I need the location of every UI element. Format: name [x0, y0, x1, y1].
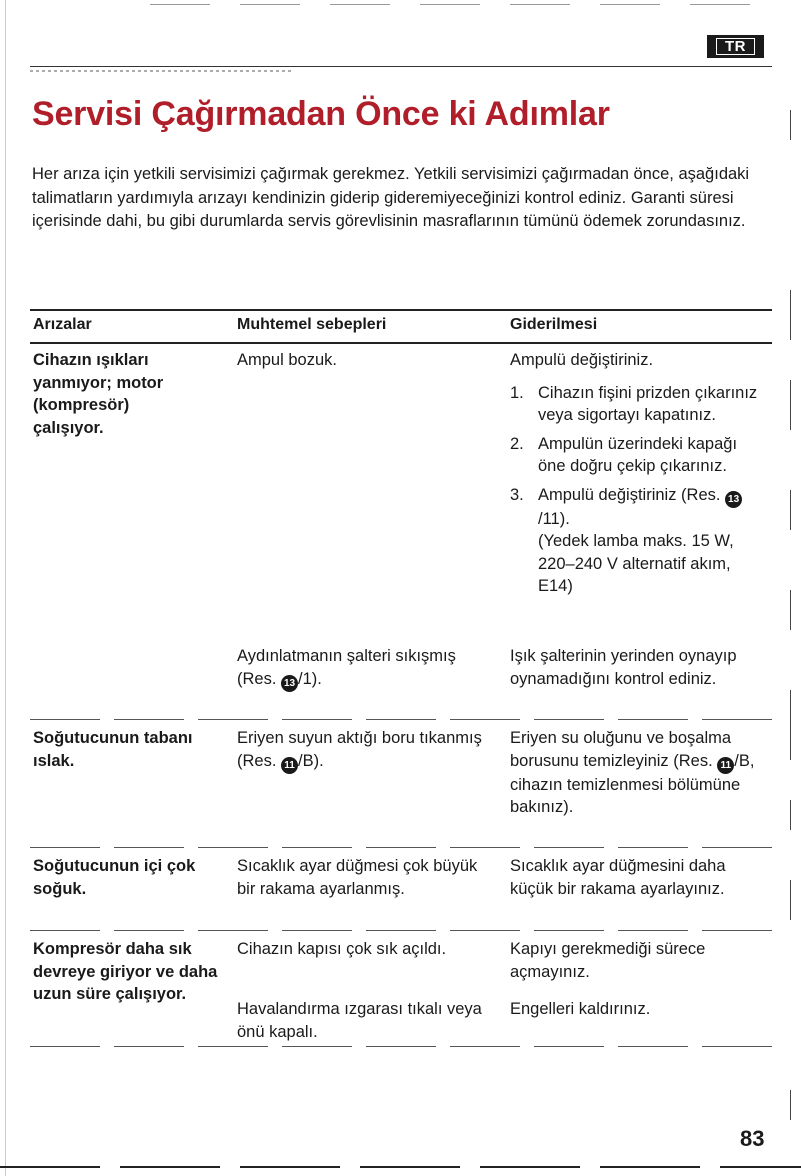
row4-cause-1: Cihazın kapısı çok sık açıldı.: [237, 940, 447, 958]
row1-cause-2-suffix: /1).: [298, 669, 322, 688]
row2-remedy: [510, 727, 760, 819]
step-2-number: 2.: [510, 434, 524, 453]
row3-problem: Soğutucunun içi çok soğuk.: [33, 857, 196, 898]
table-header-rule: [30, 342, 772, 344]
step-3-number: 3.: [510, 485, 524, 504]
row1-remedy-1: [510, 349, 760, 600]
row1-cause-1: Ampul bozuk.: [237, 351, 337, 369]
figure-ref-icon: 11: [281, 757, 298, 774]
row3-remedy: Sıcaklık ayar düğmesini daha küçük bir rakama ayarlayınız.: [510, 857, 726, 898]
header-remedy: Giderilmesi: [510, 316, 598, 333]
row1-problem: Cihazın ışıkları yanmıyor; motor (kompresör) çalışıyor.: [33, 351, 164, 437]
language-badge: [707, 35, 764, 58]
row2-cause-suffix: /B).: [298, 751, 324, 770]
step-2: [510, 433, 760, 478]
table-top-rule: [30, 309, 772, 311]
top-dash-rule: [150, 4, 770, 5]
step-1-text: Cihazın fişini prizden çıkarınız veya sigortayı kapatınız.: [538, 383, 758, 424]
row-separator: [30, 1046, 772, 1047]
step-3-text-a: Ampulü değiştiriniz (Res.: [538, 485, 726, 504]
row3-cause: Sıcaklık ayar düğmesi çok büyük bir rakama ayarlanmış.: [237, 857, 478, 898]
row4-cause-2: Havalandırma ızgarası tıkalı veya önü kapalı.: [237, 1000, 482, 1041]
language-badge-label: TR: [716, 38, 755, 55]
step-1-number: 1.: [510, 383, 524, 402]
step-1: [510, 382, 760, 427]
row1-cause-2: [237, 645, 487, 692]
figure-ref-icon: 11: [717, 757, 734, 774]
figure-ref-icon: 13: [725, 491, 742, 508]
page-title: Servisi Çağırmadan Önce ki Adımlar: [32, 95, 610, 133]
row2-cause-text: Eriyen suyun aktığı boru tıkanmış (Res.: [237, 729, 482, 770]
row-separator: [30, 847, 772, 848]
intro-paragraph: Her arıza için yetkili servisimizi çağırmak gerekmez. Yetkili servisimizi çağırmadan önce, aşağıdaki talimatların yardımıyla arızayı kendinizin giderip gideremiyeceğinizi kontrol ediniz. Garanti süresi içerisinde dahi, bu gibi durumlarda servis görevlisinin masraflarının tümünü ödemek zorundasınız.: [32, 165, 750, 230]
header-problem: Arızalar: [33, 316, 92, 333]
row4-remedy-2: Engelleri kaldırınız.: [510, 1000, 651, 1018]
row2-remedy-text: Eriyen su oluğunu ve boşalma borusunu temizleyiniz (Res.: [510, 729, 732, 770]
header-smudge: [30, 70, 292, 72]
row1-remedy-intro: Ampulü değiştiriniz.: [510, 351, 654, 369]
header-cause: Muhtemel sebepleri: [237, 316, 387, 333]
remedy-steps: [510, 382, 760, 598]
row4-remedy-1: Kapıyı gerekmediği sürece açmayınız.: [510, 940, 706, 981]
figure-ref-icon: 13: [281, 675, 298, 692]
bottom-rule: [0, 1166, 801, 1168]
row1-cause-2-text: Aydınlatmanın şalteri sıkışmış (Res.: [237, 647, 456, 688]
row2-problem: Soğutucunun tabanı ıslak.: [33, 729, 193, 770]
step-3-note: (Yedek lamba maks. 15 W, 220–240 V alternatif akım, E14): [538, 532, 734, 595]
scan-edge: [5, 0, 6, 1176]
header-rule: [30, 66, 772, 67]
row-separator: [30, 719, 772, 720]
step-3-text-b: /11).: [538, 509, 570, 528]
row2-remedy-suffix: /B, cihazın temizlenmesi bölümüne bakınız).: [510, 751, 755, 816]
row4-problem: Kompresör daha sık devreye giriyor ve daha uzun süre çalışıyor.: [33, 940, 218, 1003]
step-3: [510, 484, 760, 598]
row-separator: [30, 930, 772, 931]
page-number: 83: [740, 1126, 765, 1151]
row2-cause: [237, 727, 487, 774]
step-2-text: Ampulün üzerindeki kapağı öne doğru çekip çıkarınız.: [538, 434, 738, 475]
row1-remedy-2: Işık şalterinin yerinden oynayıp oynamadığını kontrol ediniz.: [510, 647, 737, 688]
